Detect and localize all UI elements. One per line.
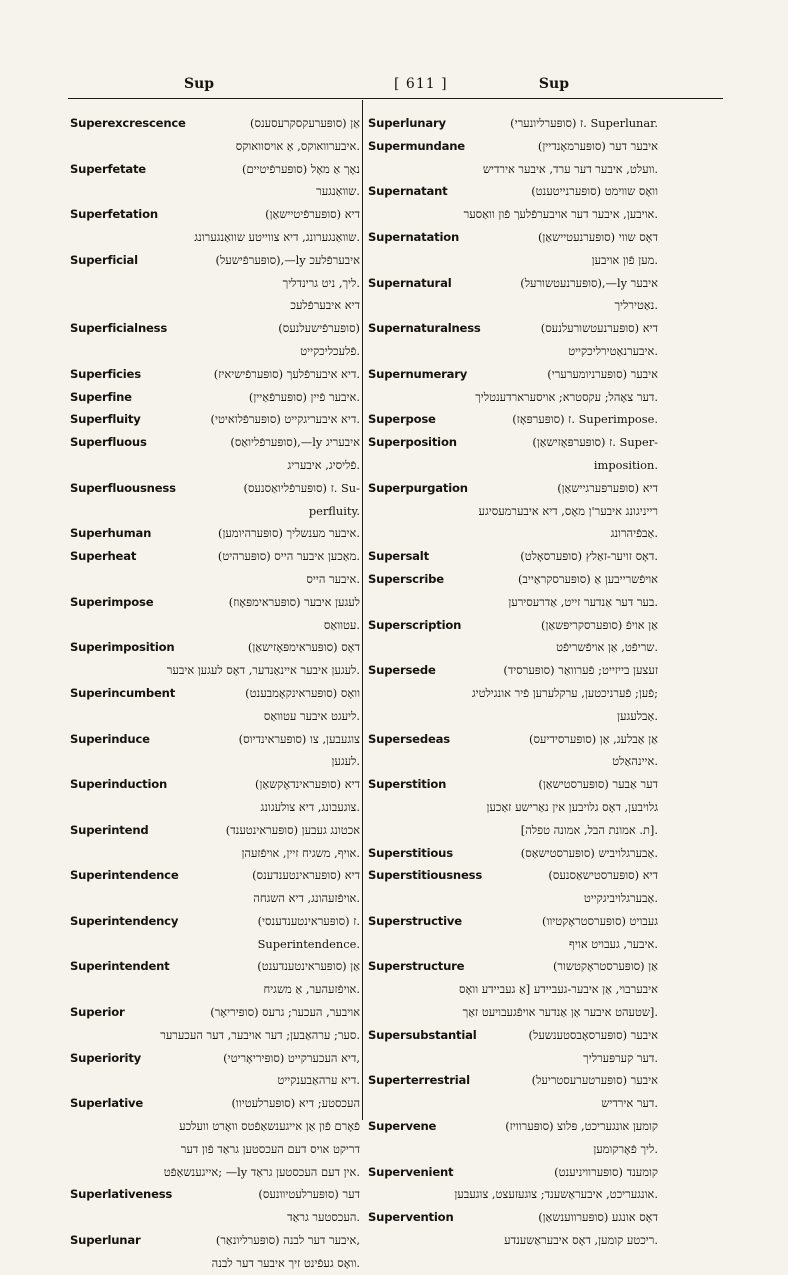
headword: Superfetate xyxy=(70,161,146,176)
entry-continuation xyxy=(368,705,658,728)
entry-continuation xyxy=(368,158,658,181)
definition-text: (סופּעראינדיוס) צוגעבען, צו xyxy=(238,731,360,746)
definition-text: Superintendence. xyxy=(257,936,360,951)
entry-continuation xyxy=(70,614,360,637)
dictionary-entry xyxy=(70,386,360,409)
dictionary-entry xyxy=(70,522,360,545)
definition-text: אונגעריכט, איבעראַשענד; צוגעזעצט, צוגעבען. xyxy=(454,1187,658,1202)
definition-text: ריכטע קומען, דאָס איבעראַשענדע. xyxy=(504,1233,658,1248)
headword: Superinduce xyxy=(70,731,150,746)
headword: Superimpose xyxy=(70,594,154,609)
dictionary-entry xyxy=(368,1161,658,1184)
headword: Superterrestrial xyxy=(368,1073,470,1088)
dictionary-entry xyxy=(70,773,360,796)
entry-continuation xyxy=(70,842,360,865)
definition-text: (סופּערוויז) קומען אונגעריכט, פּלוצ xyxy=(505,1119,658,1134)
entry-continuation xyxy=(70,1115,360,1138)
dictionary-entry xyxy=(70,545,360,568)
definition-text: לעגען. xyxy=(331,754,360,769)
entry-continuation xyxy=(70,1161,360,1184)
definition-text: שטעהט איבער אַן אַנדער אויפֿגעבויעט זאַך]. xyxy=(462,1005,658,1020)
definition-text: (סופּעראינקאָמבענט) וואָס xyxy=(245,685,360,700)
definition-text: (סופּערנעטיישאַן) דאָס שווי xyxy=(537,229,658,244)
definition-text: שריפֿט, אַן אויפֿשריפֿט. xyxy=(556,640,658,655)
dictionary-entry xyxy=(70,591,360,614)
definition-text: וואָס געפֿינט זיך איבער דער לבנה. xyxy=(211,1255,360,1270)
definition-text: (סופּערסקריפּשאַן) אַן אויפֿ xyxy=(541,617,658,632)
headword: Supersede xyxy=(368,663,436,678)
dictionary-entry xyxy=(70,1092,360,1115)
definition-text: פֿען; פֿערניכטען, ערקלערען פֿיר אונגילטיג; xyxy=(471,685,658,700)
definition-text: (סופּערהיט) מאַכען איבער הייס. xyxy=(217,549,360,564)
headword: Superfluousness xyxy=(70,480,176,495)
definition-text: (סופּערסטישאַס) אַבערגלויביש. xyxy=(520,845,658,860)
definition-text: פֿליסיג, איבעריג. xyxy=(287,457,360,472)
dictionary-entry xyxy=(368,545,658,568)
definition-text: איבער, געבויט אויף. xyxy=(569,936,658,951)
headword: Supermundane xyxy=(368,138,465,153)
entry-continuation xyxy=(368,386,658,409)
definition-text: [ת. אמונת הבל, אמונה טפלה]. xyxy=(520,822,658,837)
definition-text: דער אירדיש. xyxy=(601,1096,658,1111)
definition-text: העכסטער גראַד. xyxy=(287,1210,360,1225)
entry-continuation xyxy=(70,1069,360,1092)
definition-text: (סופּערפֿישעלנעס) xyxy=(278,321,360,336)
headword: Superstructive xyxy=(368,913,462,928)
dictionary-entry xyxy=(368,408,658,431)
definition-text: (סופּערסאָבסטענשעל) איבער xyxy=(528,1027,658,1042)
definition-text: (סופּעראינדאָקשאַן) דיא xyxy=(255,777,360,792)
headword: Superincumbent xyxy=(70,685,176,700)
dictionary-entry xyxy=(368,363,658,386)
definition-text: דיא ערהאַבענקייט. xyxy=(277,1073,360,1088)
definition-text: (סופּערנעטשורעל),—ly איבער xyxy=(520,275,658,290)
headword: Superstitiousness xyxy=(368,868,483,883)
headword: Supervention xyxy=(368,1210,454,1225)
definition-text: (סופּערמאָנדיין) איבער דער xyxy=(537,138,658,153)
dictionary-entry xyxy=(70,408,360,431)
definition-text: איינהאַלט. xyxy=(612,754,658,769)
dictionary-entry xyxy=(70,431,360,454)
definition-text: (סופּערווענשאַן) דאָס אונגע xyxy=(538,1210,658,1225)
dictionary-entry xyxy=(70,203,360,226)
definition-text: לעגען איבער איינאַנדער, דאָס לעגען איבער. xyxy=(166,663,360,678)
definition-text: דריקט אויס דעם העכסטען גראַד פֿון דער xyxy=(180,1141,360,1156)
dictionary-entry xyxy=(368,1069,658,1092)
entry-continuation xyxy=(368,522,658,545)
definition-text: בער דער אַנדער זייט, אַדרעסירען. xyxy=(508,594,658,609)
definition-text: פֿאָרם פֿון אַן אייגענשאַפֿטס וואָרט וועלכע xyxy=(179,1119,360,1134)
definition-text: גלויבען, דאָס גלויבען אין נאַרישע זאַכען xyxy=(486,799,658,814)
dictionary-entry xyxy=(70,636,360,659)
headword: Superfluity xyxy=(70,412,141,427)
headword: Superpurgation xyxy=(368,480,468,495)
definition-text: (סופּערסטישאַן) דער אַבער xyxy=(538,777,658,792)
dictionary-entry xyxy=(70,317,360,340)
dictionary-entry xyxy=(70,363,360,386)
dictionary-entry xyxy=(368,135,658,158)
dictionary-entry xyxy=(70,955,360,978)
headword: Superfine xyxy=(70,389,132,404)
definition-text: אויבען, איבער דער אויבערפֿלעך פֿון וואַסער. xyxy=(463,207,658,222)
definition-text: (סופּערעקסקרעסענס) אַן xyxy=(250,116,360,130)
definition-text: (סופּיריאָר) אויבער, העכער; גרעס xyxy=(210,1005,360,1020)
definition-text: אויפֿזעהער, אַ משגיח. xyxy=(263,982,360,997)
dictionary-entry xyxy=(368,842,658,865)
headword: Superintendency xyxy=(70,913,179,928)
entry-continuation xyxy=(368,249,658,272)
definition-text: (סופּיריאָריטי) דיא העכערקייט, xyxy=(223,1050,360,1065)
dictionary-entry xyxy=(70,910,360,933)
entry-continuation xyxy=(368,591,658,614)
entry-continuation xyxy=(368,500,658,523)
entry-continuation xyxy=(368,933,658,956)
headword: Superior xyxy=(70,1005,125,1020)
dictionary-entry xyxy=(368,773,658,796)
entry-continuation xyxy=(70,294,360,317)
definition-text: מען פֿון אויבען. xyxy=(591,252,658,267)
definition-text: סער; ערהאַבען; דער אויבער, דער העכערער. xyxy=(160,1027,360,1042)
dictionary-entry xyxy=(368,955,658,978)
headword: Superhuman xyxy=(70,526,152,541)
definition-text: (סופּערנעטשורעלנעס) דיא xyxy=(540,321,658,336)
definition-text: (סופּערניומערערי) איבער xyxy=(547,366,658,381)
headword: Superstructure xyxy=(368,959,465,974)
headword: Supervene xyxy=(368,1119,437,1134)
dictionary-entry xyxy=(70,864,360,887)
dictionary-entry xyxy=(368,112,658,135)
definition-text: (סופּערפֿליואַסנעס) ז. Su- xyxy=(243,480,360,495)
definition-text: (סופּערלעטיוו) העכסטע; דיא xyxy=(231,1096,360,1111)
definition-text: שוואַנגער. xyxy=(316,184,360,199)
definition-text: (סופּערפֿליואַס),—ly איבעריג xyxy=(230,435,360,450)
definition-text: אייגענשאַפֿט; —ly אין דעם העכסטען גראַד. xyxy=(163,1164,360,1179)
dictionary-entry xyxy=(70,477,360,500)
entry-continuation xyxy=(70,1024,360,1047)
definition-text: צוגעבונג, דיא צולעגונג. xyxy=(260,799,360,814)
definition-text: (סופּעראימפּאָזישאַן) דאָס xyxy=(247,640,360,655)
right-column xyxy=(368,112,658,1252)
definition-text: איבערנאַטירליכקייט. xyxy=(568,343,658,358)
entry-continuation xyxy=(70,568,360,591)
definition-text: (סופּערפּאָז) ז. Superimpose. xyxy=(512,412,658,427)
definition-text: (סופּערסטראָקטשור) אַן xyxy=(552,959,658,974)
headword: Supernatural xyxy=(368,275,452,290)
definition-text: (סופּערוויניענט) קומענד xyxy=(554,1164,658,1179)
definition-text: (סופּעראינטענד) אכטונג געבען xyxy=(225,822,360,837)
headword: Supersalt xyxy=(368,549,429,564)
headword: Superheat xyxy=(70,549,137,564)
entry-continuation xyxy=(70,226,360,249)
dictionary-entry xyxy=(70,112,360,135)
entry-continuation xyxy=(368,340,658,363)
entry-continuation xyxy=(368,294,658,317)
definition-text: שוואַנגערונג, דיא צווייטע שוואַנגערונג. xyxy=(194,229,360,244)
headword: Superexcrescence xyxy=(70,116,186,130)
definition-text: איבערוואוקס, אַ אויסוואוקס. xyxy=(235,138,360,153)
dictionary-entry xyxy=(368,317,658,340)
header-left-guide-word: Sup xyxy=(184,76,215,92)
dictionary-entry xyxy=(368,431,658,454)
dictionary-entry xyxy=(70,158,360,181)
definition-text: וועלט, איבער דער ערד, איבער אירדיש. xyxy=(482,161,658,176)
definition-text: (סופּערפֿישיאיז) דיא איבערפֿלעך. xyxy=(213,366,360,381)
headword: Supernaturalness xyxy=(368,321,481,336)
dictionary-entry xyxy=(70,1047,360,1070)
headword: Supersedeas xyxy=(368,731,450,746)
definition-text: (סופּערטערעסטריעל) איבער xyxy=(531,1073,658,1088)
entry-continuation xyxy=(70,272,360,295)
headword: Superstitious xyxy=(368,845,453,860)
entry-continuation xyxy=(368,819,658,842)
definition-text: דער צאָהל; עקסטרא; אויסערארדענטליך. xyxy=(475,389,658,404)
dictionary-entry xyxy=(70,682,360,705)
entry-continuation xyxy=(368,1047,658,1070)
dictionary-entry xyxy=(368,477,658,500)
entry-continuation xyxy=(368,636,658,659)
dictionary-entry xyxy=(368,568,658,591)
headword: Superfluous xyxy=(70,435,147,450)
header-right-guide-word: Sup xyxy=(538,76,569,92)
headword: Superlunary xyxy=(368,116,446,130)
header-rule xyxy=(68,98,723,99)
dictionary-entry xyxy=(368,864,658,887)
definition-text: אויף, משגיח זיין, אויפֿזעהן. xyxy=(241,845,360,860)
headword: Superlunar xyxy=(70,1233,141,1248)
dictionary-entry xyxy=(368,1024,658,1047)
definition-text: (סופּערפֿיטיישאַן) דיא xyxy=(265,207,360,222)
dictionary-entry xyxy=(368,910,658,933)
entry-continuation xyxy=(70,1138,360,1161)
definition-text: (סופּעראינטענדענסי) ז. xyxy=(257,913,360,928)
dictionary-entry xyxy=(70,728,360,751)
headword: Supersubstantial xyxy=(368,1027,477,1042)
definition-text: (סופּעראינטענדענט) אַן xyxy=(257,959,360,974)
entry-continuation xyxy=(70,1206,360,1229)
entry-continuation xyxy=(368,750,658,773)
headword: Superposition xyxy=(368,435,457,450)
headword: Superinduction xyxy=(70,777,168,792)
entry-continuation xyxy=(70,180,360,203)
definition-text: נאַטירליך. xyxy=(614,298,658,313)
definition-text: (סופּערפּאָזישאַן) ז. Super- xyxy=(532,435,658,450)
definition-text: אַבפֿיהרונג. xyxy=(610,526,658,541)
headword: Superintendence xyxy=(70,868,179,883)
definition-text: רייניגונג איבער'ן מאָס, דיא איבערמעסיגע xyxy=(478,503,658,518)
definition-text: (סופּערסקראַייב) אויפֿשרייבען אַ xyxy=(517,571,658,586)
headword: Superscribe xyxy=(368,571,444,586)
entry-continuation xyxy=(368,1092,658,1115)
headword: Superintend xyxy=(70,822,149,837)
dictionary-entry xyxy=(368,1115,658,1138)
definition-text: (סופּעראימפּאָוז) לעגען איבער xyxy=(228,594,360,609)
entry-continuation xyxy=(70,454,360,477)
dictionary-entry xyxy=(368,226,658,249)
dictionary-entry xyxy=(368,614,658,637)
dictionary-entry xyxy=(70,1001,360,1024)
column-divider xyxy=(362,100,363,1120)
definition-text: איבערבוי, אַן איבער-געביידע [אַ געביידע וואָס xyxy=(458,982,658,997)
headword: Superstition xyxy=(368,777,447,792)
definition-text: עטוואַס. xyxy=(323,617,360,632)
definition-text: (סופּערפֿיטיים) נאָך אַ מאָל xyxy=(242,161,360,176)
headword: Superlativeness xyxy=(70,1187,173,1202)
entry-continuation xyxy=(70,1252,360,1275)
entry-continuation xyxy=(70,978,360,1001)
headword: Supervenient xyxy=(368,1164,454,1179)
definition-text: איבער הייס. xyxy=(306,571,360,586)
entry-continuation xyxy=(70,796,360,819)
entry-continuation xyxy=(368,454,658,477)
definition-text: ליעגט איבער עטוואַס. xyxy=(263,708,360,723)
entry-continuation xyxy=(70,340,360,363)
definition-text: (סופּערלעטיוונעס) דער xyxy=(258,1187,360,1202)
definition-text: דער קערפּערליך. xyxy=(583,1050,658,1065)
dictionary-entry xyxy=(368,728,658,751)
entry-continuation xyxy=(70,659,360,682)
entry-continuation xyxy=(70,933,360,956)
headword: Superficies xyxy=(70,366,141,381)
definition-text: (סופּערנייטענט) וואָס שווימט xyxy=(531,184,658,199)
definition-text: (סופּערפֿלואיטי) דיא איבעריגקייט. xyxy=(210,412,360,427)
definition-text: (סופּערליונערי) ז. Superlunar. xyxy=(510,116,658,130)
definition-text: (סופּערליונאַר) איבער דער לבנה, xyxy=(215,1233,360,1248)
definition-text: אַבלעגען. xyxy=(617,708,658,723)
entry-continuation xyxy=(70,135,360,158)
entry-continuation xyxy=(368,682,658,705)
dictionary-entry xyxy=(70,819,360,842)
definition-text: perfluity. xyxy=(308,503,360,518)
headword: Superiority xyxy=(70,1050,142,1065)
headword: Supernatation xyxy=(368,229,460,244)
dictionary-entry xyxy=(70,249,360,272)
definition-text: (סופּערהיומען) איבער מענשליך. xyxy=(218,526,360,541)
headword: Superscription xyxy=(368,617,462,632)
headword: Supernatant xyxy=(368,184,448,199)
entry-continuation xyxy=(368,1001,658,1024)
dictionary-entry xyxy=(70,1183,360,1206)
definition-text: (סופּערסאָלט) דאָס זויער-זאַלץ. xyxy=(520,549,658,564)
dictionary-entry xyxy=(368,272,658,295)
headword: Superintendent xyxy=(70,959,170,974)
entry-continuation xyxy=(70,750,360,773)
dictionary-entry xyxy=(368,659,658,682)
dictionary-entry xyxy=(70,1229,360,1252)
page-number: [ 611 ] xyxy=(394,76,448,92)
definition-text: imposition. xyxy=(593,457,658,472)
entry-continuation xyxy=(368,796,658,819)
headword: Superfetation xyxy=(70,207,158,222)
headword: Superimposition xyxy=(70,640,175,655)
headword: Superpose xyxy=(368,412,436,427)
entry-continuation xyxy=(368,887,658,910)
entry-continuation xyxy=(368,203,658,226)
definition-text: (סופּערפֿישעל),—ly איבערפֿלעכ xyxy=(215,252,360,267)
definition-text: (סופּערפֿאַיין) איבער פֿיין. xyxy=(248,389,360,404)
entry-continuation xyxy=(70,705,360,728)
definition-text: ליך, ניט גרינדליך. xyxy=(282,275,360,290)
definition-text: (סופּערפּערגיישאַן) דיא xyxy=(557,480,658,495)
definition-text: אַבערגלויביגקייט. xyxy=(583,891,658,906)
entry-continuation xyxy=(70,500,360,523)
definition-text: (סופּערסטראָקטיוו) געבויט xyxy=(541,913,658,928)
definition-text: (סופּערסטישאַסנעס) דיא xyxy=(548,868,658,883)
definition-text: פֿלעכליכקייט. xyxy=(300,343,360,358)
definition-text: (סופּערסיד) זעצען בייזייט; פֿערוואַר xyxy=(503,663,658,678)
headword: Superlative xyxy=(70,1096,144,1111)
entry-continuation xyxy=(368,1229,658,1252)
definition-text: (סופּערסידיעס) אַן אַבלעג, אַן xyxy=(529,731,658,746)
dictionary-entry xyxy=(368,180,658,203)
entry-continuation xyxy=(368,1138,658,1161)
definition-text: ליך פֿאָרקומען. xyxy=(593,1141,658,1156)
definition-text: דיא איבערפֿלעכ xyxy=(290,298,360,313)
entry-continuation xyxy=(70,887,360,910)
entry-continuation xyxy=(368,1183,658,1206)
headword: Superficialness xyxy=(70,321,168,336)
definition-text: (סופּעראינטענדענס) דיא xyxy=(252,868,360,883)
dictionary-entry xyxy=(368,1206,658,1229)
page-header xyxy=(64,74,724,96)
definition-text: אויפֿזעהונג, דיא השגחה. xyxy=(253,891,360,906)
headword: Supernumerary xyxy=(368,366,468,381)
headword: Superficial xyxy=(70,252,138,267)
entry-continuation xyxy=(368,978,658,1001)
left-column xyxy=(70,112,360,1275)
